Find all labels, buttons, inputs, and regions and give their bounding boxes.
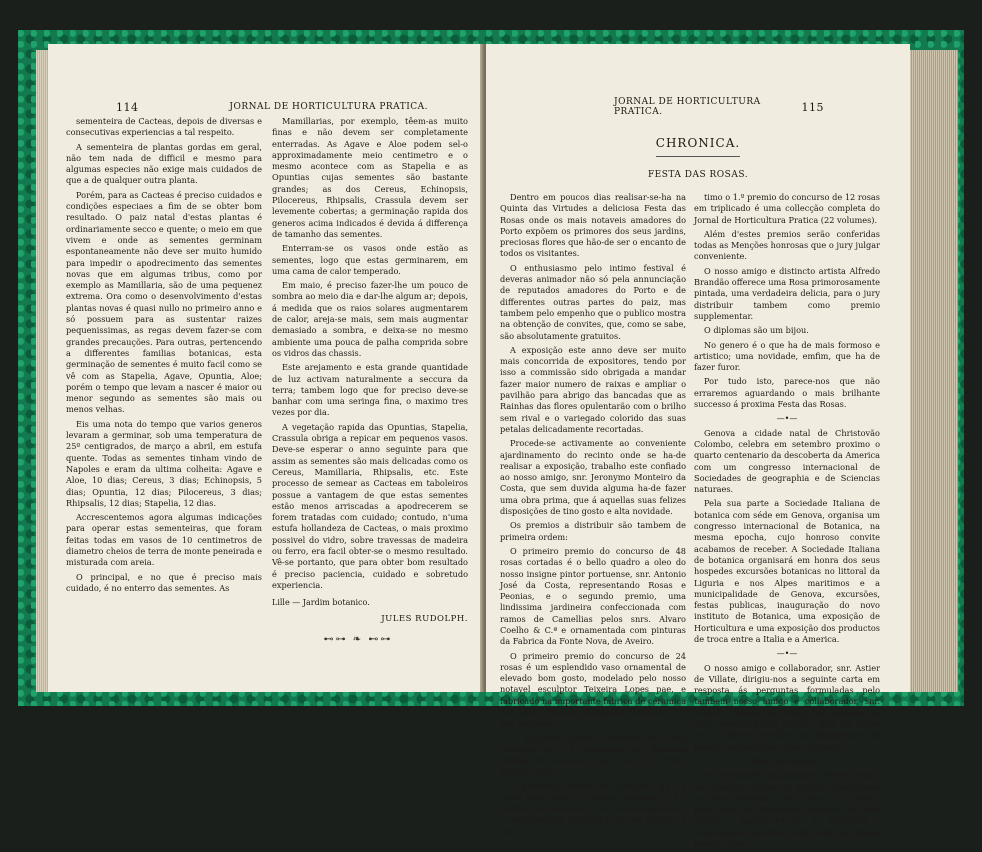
paragraph: O nosso amigo e distincto artista Alfredo Brandão offerece uma Rosa primorosamente pintada, uma verdadeira delicia, para o jury distribuir tambem como premio supplementar.: [694, 265, 880, 321]
right-column-1: [500, 192, 686, 840]
section-separator: —•—: [776, 649, 798, 659]
paragraph: Em maio, é preciso fazer-lhe um pouco de sombra ao meio dia e dar-lhe algum ar; depois, á medida que os raios solares augmentarem de calor, areja-se mais, sem mais augmentar demasiado a sombra, e deixa-se no mesmo ambiente uma pouca de palha comprida sobre os vidros das chassis.: [272, 280, 468, 358]
paragraph: Mamillarias, por exemplo, têem-as muito finas e não devem ser completamente enterradas. As Agave e Aloe podem sel-o approximadamente meio centimetro e o mesmo acontece com as Stapelia e as Opuntias cujas sementes são bastante grandes; as dos Cereus, Echinopsis, Pilocereus, Rhipsalis, Crassula devem ser levemente cobertas; a germinação rapida dos generos acima indicados é devida á differença de tamanho das sementes.: [272, 116, 468, 239]
paragraph: Enterram-se os vasos onde estão as sementes, logo que estas germinarem, em uma cama de calor temperado.: [272, 243, 468, 276]
paragraph: No genero é o que ha de mais formoso e artistico; uma novidade, emfim, que ha de fazer furor.: [694, 339, 880, 373]
author-signature: JULES RUDOLPH.: [381, 614, 468, 625]
paragraph: Genova a cidade natal de Christovão Colombo, celebra em setembro proximo o quarto centenario da descoberta da America com um congresso internacional de Sociedades de geographia e de Sciencias naturaes.: [694, 427, 880, 495]
subsection-title: FESTA DAS ROSAS.: [647, 170, 749, 180]
paragraph: Procede-se activamente ao conveniente ajardinamento do recinto onde se ha-de realisar a exposição, trabalho este confiado ao nosso amigo, snr. Jeronymo Monteiro da Costa, que sem duvida alguma ha-de fazer uma obra prima, que á aquellas suas felizes disposições de tino gosto e alta novidade.: [500, 438, 686, 517]
paragraph: O primeiro premio do concurso de 12 rosas chás, são 50 roseiras diversas; o 1.º premio do concurso de 12 rosas amarellas é o bello livro de Alphand L'art des jardins; e por ul-: [500, 780, 686, 837]
right-page-edges: [908, 50, 958, 692]
letter-salutation: Meu caro amigo:: [751, 755, 823, 766]
paragraph: «O brilhante collaborador d'este jornal, snr. Alberto Velloso de Araujo, referindo-se ao novo methodo de cultura da batata, publicado no penultimo numero do seu jornal, a pagina 94 faz as seguintes e interessante questão: Cada uma das meias batatas deve: [694, 770, 880, 849]
paragraph: Além d'estes premios serão conferidas todas as Menções honrosas que o jury julgar conveniente.: [694, 228, 880, 262]
paragraph: O primeiro premio do concurso de 48 rosas cortadas é o bello quadro a oleo do nosso insigne pintor portuense, snr. Antonio José da Costa, representando Rosas e Peonias, e o segundo premio, uma lindissima jardineira confeccionada com ramos de Camellias pelos snrs. Alvaro Coelho & C.ª e ornamentada com pinturas da Fabrica da Fonte Nova, de Aveiro.: [500, 545, 686, 647]
section-title: CHRONICA.: [655, 136, 741, 150]
left-header: [116, 100, 428, 114]
paragraph: O segundo premio consiste em uma colecção das 15 variedades de Roseiras obtidas de semente pelo snr. Dr. Pedro Augusto Dias.: [500, 732, 686, 777]
left-column-1: [66, 116, 262, 597]
right-header: [614, 97, 824, 117]
paragraph: Pela sua parte a Sociedade Italiana de botanica com séde em Genova, organisa um congresso internacional de Botanica, na mesma epocha, cujo honroso convite acabamos de receber. A Sociedade Italiana de botanica organisará em honra dos seus hospedes excursões botanicas no littoral da Liguria e nos Alpes maritimos e a municipalidade de Genova, excursões, festas publicas, inauguração do novo instituto de Botanica, uma exposição de Horticultura e uma exposição dos productos de troca entre a Italia e a America.: [694, 498, 880, 644]
paragraph: sementeira de Cacteas, depois de diversas e consecutivas experiencias a tal respeito.: [66, 116, 262, 138]
right-page-number: 115: [801, 100, 824, 114]
paragraph: O primeiro premio do concurso de 24 rosas é um esplendido vaso ornamental de elevado bom gosto, modelado pelo nosso notavel esculptor Teixeira Lopes pae, e fabricado na importante fabrica de ceramica dos snrs. Antonio d'Almeida Costa & C.ª, das Devezas.: [500, 650, 686, 729]
ornament-divider: ⊷⊶ ❧ ⊷⊶: [323, 634, 393, 645]
paragraph: Dentro em poucos dias realisar-se-ha na Quinta das Virtudes a deliciosa Festa das Rosas onde os mais notaveis amadores do Porto expõem os primores dos seus jardins, preciosas flores que hão-de ser o encanto de todos os visitantes.: [500, 192, 686, 259]
location-note: Lille — Jardim botanico.: [272, 598, 370, 608]
right-running-title: JORNAL DE HORTICULTURA PRATICA.: [614, 97, 761, 117]
paragraph: Porém, para as Cacteas é preciso cuidados e condições especiaes a fim de se obter bom resultado. O paiz natal d'estas plantas é ordinariamente secco e quente; o meio em que vivem e onde as sementes germinam espontaneamente não deve ser muito humido para impedir o apodrecimento das sementes novas que em algumas tribus, como por exemplo as Mamillaria, são de uma pequenez extrema. Ora como o desenvolvimento d'estas plantas novas é quasi nullo no primeiro anno e só possuem para as sustentar raizes pequenissimas, as regas devem fazer-se com grandes precauções. Para outras, pertencendo a differentes familias botanicas, esta germinação de sementes é muito facil como se vê com as Stapelia, Agave, Opuntia, Aloe; porém o tempo que levam a nascer é maior ou menor segundo as sementes são mais ou menos velhas.: [66, 189, 262, 415]
right-column-2: [694, 192, 880, 852]
paragraph: Eis uma nota do tempo que varios generos levaram a germinar, sob uma temperatura de 25º centigrados, de março a abril, em estufa quente. Todas as sementes tinham vindo de Napoles e eram da ultima colheita: Agave e Aloe, 10 dias; Cereus, 3 dias; Echinopsis, 5 dias; Opuntia, 12 dias; Pilocereus, 3 dias; Rhipsalis, 12 dias; Stapelia, 12 dias.: [66, 418, 262, 508]
left-page-number: 114: [116, 100, 139, 114]
left-running-title: JORNAL DE HORTICULTURA PRATICA.: [229, 102, 428, 112]
section-separator: —•—: [776, 414, 798, 424]
title-rule: [656, 156, 740, 157]
left-column-2: [272, 116, 468, 626]
paragraph: O principal, e no que é preciso mais cuidado, é no enterro das sementes. As: [66, 571, 262, 593]
paragraph: O enthusiasmo pelo intimo festival é deveras animador não só pela annunciação de reputados amadores do Porto e de differentes outras partes do paiz, mas tambem pelo empenho que o publico mostra na obtenção de convites, que, como se sabe, são absolutamente gratuitos.: [500, 262, 686, 341]
paragraph: Accrescentemos agora algumas indicações para operar estas sementeiras, que foram feitas todas em vasos de 10 centimetros de diametro cheios de terra de monte peneirada e misturada com areia.: [66, 512, 262, 568]
paragraph: Este arejamento e esta grande quantidade de luz activam naturalmente a seccura da terra; tambem logo que for preciso deve-se banhar com uma seringa fina, o maximo tres vezes por dia.: [272, 362, 468, 418]
paragraph: A sementeira de plantas gordas em geral, não tem nada de difficil e mesmo para algumas especies não exige mais cuidados de que a de qualquer outra planta.: [66, 141, 262, 186]
paragraph: timo o 1.º premio do concurso de 12 rosas em triplicado é uma collecção completa do Jornal de Horticultura Pratica (22 volumes).: [694, 192, 880, 225]
left-page: [48, 44, 484, 692]
paragraph: O diplomas são um bijou.: [704, 325, 809, 336]
right-page: [486, 44, 910, 849]
paragraph: Por tudo isto, parece-nos que não erraremos aguardando o mais brilhante successo á proxima Festa das Rosas.: [694, 376, 880, 410]
paragraph: A exposição este anno deve ser muito mais concorrida de expositores, tendo por isso a commissão sido obrigada a mandar fazer maior numero de raixas e ampliar o pavilhão para abrigo das bancadas que as Rainhas das flores opulentarão com o brilho sem rival e o variegado colorido das suas petalas delicadamente recortadas.: [500, 344, 686, 434]
paragraph: O nosso amigo e collaborador, snr. Astier de Villate, dirigiu-nos a seguinte carta em resposta ás perguntas formuladas pelo tambem nosso amigo e collaborador, snr. Alberto Velloso de Araujo no numero de abril passado d'este jornal, a pag. 94, sobre se se devem semear os fragmentos de batata com um olho só ou com mais.: [694, 662, 880, 752]
paragraph: Os premios a distribuir são tambem de primeira ordem:: [500, 520, 686, 542]
paragraph: A vegetação rapida das Opuntias, Stapelia, Crassula obriga a repicar em pequenos vasos. Deve-se esperar o anno seguinte para que assim as sementes são mais delicadas como os Cereus, Mamillaria, Rhipsalis, etc. Este processo de semear as Cacteas em taboleiros possue a vantagem de que estas sementes estão menos arriscadas a apodrecerem se forem tratadas com cuidado; contudo, n'uma estufa hollandeza de Cacteas, o mais proximo possivel do vidro, sobre travessas de madeira ou ferro, era facil obter-se o mesmo resultado. Vê-se portanto, que para obter bom resultado é preciso paciencia, cuidado e sobretudo experiencia.: [272, 421, 468, 590]
